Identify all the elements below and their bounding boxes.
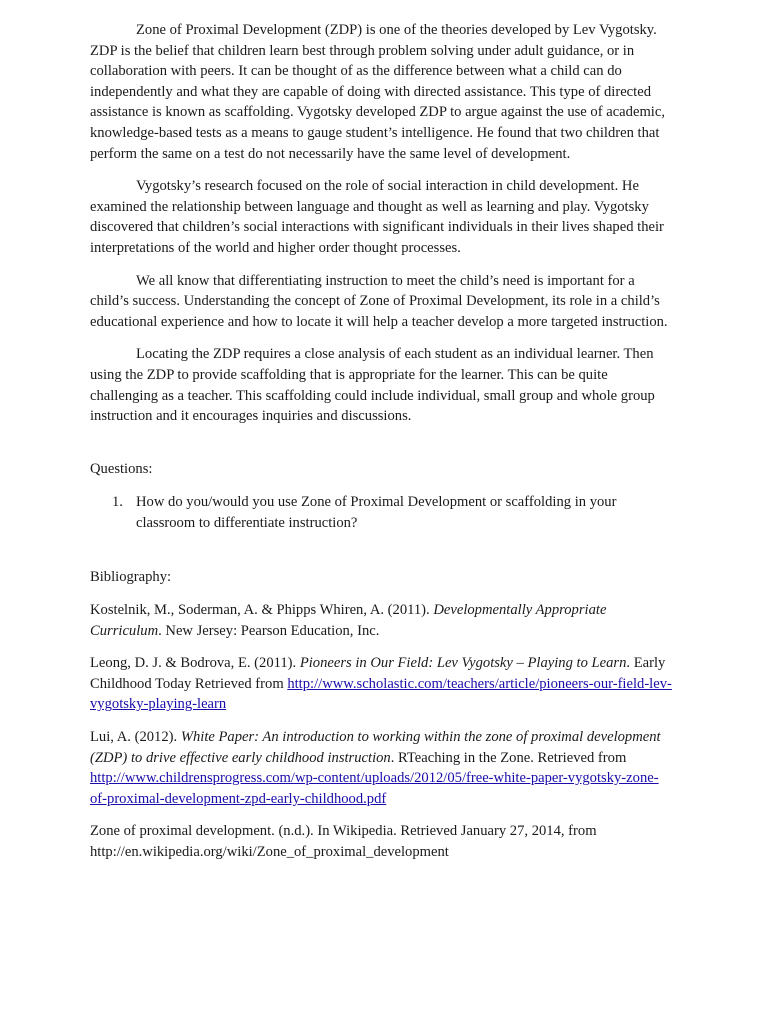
question-number: 1. bbox=[112, 494, 123, 511]
reference-entry: Zone of proximal development. (n.d.). In Wikipedia. Retrieved January 27, 2014, from http://en.wikipedia.org/wiki/Zone_of_proximal_development bbox=[90, 823, 597, 860]
body-paragraph: We all know that differentiating instruction to meet the child’s need is important for a child’s success. Understanding the concept of Zone of Proximal Development, its role in a child’s educational experience and how to locate it will help a teacher develop a more targeted instruction. bbox=[90, 272, 668, 330]
reference-title: Developmentally Appropriate Curriculum bbox=[90, 602, 607, 639]
body-paragraph: Zone of Proximal Development (ZDP) is one of the theories developed by Lev Vygotsky. ZDP is the belief that children learn best through problem solving under adult guidance, or in collaboration with peers. It can be thought of as the difference between what a child can do independently and what they are capable of doing with directed assistance. This type of directed assistance is known as scaffolding. Vygotsky developed ZDP to argue against the use of academic, knowledge-based tests as a means to gauge student’s intelligence. He found that two children that perform the same on a test do not necessarily have the same level of development. bbox=[90, 22, 665, 162]
reference-title: Pioneers in Our Field: Lev Vygotsky – Playing to Learn bbox=[299, 655, 627, 672]
body-paragraph: Vygotsky’s research focused on the role of social interaction in child development. He examined the relationship between language and thought as well as learning and play. Vygotsky discovered that children’s social interactions with significant individuals in their lives shaped their interpretations of the world and higher order thought processes. bbox=[90, 178, 664, 256]
reference-entry bbox=[90, 653, 675, 715]
reference-title: White Paper: An introduction to working within the zone of proximal development (ZDP) to drive effective early childhood instruction bbox=[90, 729, 661, 766]
reference-link[interactable]: http://www.scholastic.com/teachers/article/pioneers-our-field-lev-vygotsky-playing-learn bbox=[90, 675, 672, 713]
reference-publisher: . New Jersey: Pearson Education, Inc. bbox=[158, 622, 380, 639]
reference-source: . Early Childhood Today Retrieved from bbox=[90, 655, 666, 692]
reference-authors: Leong, D. J. & Bodrova, E. (2011). bbox=[90, 655, 300, 672]
bibliography-heading: Bibliography: bbox=[90, 569, 172, 586]
reference-authors: Kostelnik, M., Soderman, A. & Phipps Whiren, A. (2011). bbox=[90, 602, 434, 619]
reference-source: . RTeaching in the Zone. Retrieved from bbox=[390, 749, 627, 766]
reference-entry bbox=[90, 727, 675, 809]
reference-authors: Lui, A. (2012). bbox=[90, 729, 181, 746]
reference-entry bbox=[90, 600, 675, 641]
document-page bbox=[90, 20, 675, 875]
questions-heading: Questions: bbox=[90, 460, 153, 477]
questions-list bbox=[90, 492, 675, 533]
body-paragraph: Locating the ZDP requires a close analysis of each student as an individual learner. Then using the ZDP to provide scaffolding that is appropriate for the learner. This can be quite challenging as a teacher. This scaffolding could include individual, small group and whole group instruction and it encourages inquiries and discussions. bbox=[90, 346, 655, 425]
question-text: How do you/would you use Zone of Proximal Development or scaffolding in your classroom to differentiate instruction? bbox=[136, 494, 617, 531]
reference-link[interactable]: http://www.childrensprogress.com/wp-content/uploads/2012/05/free-white-paper-vygotsky-zone-of-proximal-development-zpd-early-childhood.pdf bbox=[90, 770, 659, 807]
